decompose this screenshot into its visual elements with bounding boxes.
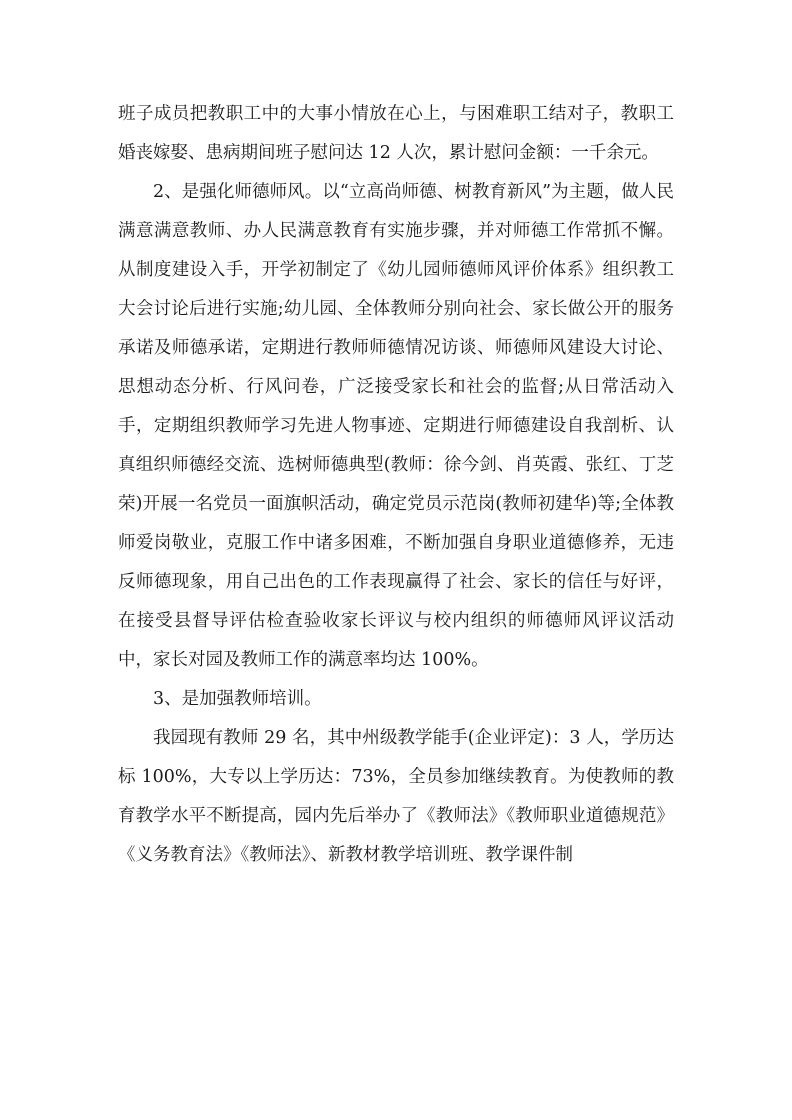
paragraph-teacher-stats: 我园现有教师 29 名，其中州级教学能手(企业评定)：3 人，学历达标 100%，大专以上学历达：73%，全员参加继续教育。为使教师的教育教学水平不断提高，园内先后举办了《教师法》《教师职业道德规范》《义务教育法》《教师法》、新教材教学培训班、教学课件制 bbox=[118, 728, 674, 865]
paragraph-training-heading: 3、是加强教师培训。 bbox=[153, 689, 322, 709]
document-page bbox=[118, 95, 674, 875]
paragraph-condolence: 班子成员把教职工中的大事小情放在心上，与困难职工结对子，教职工婚丧嫁娶、患病期间班子慰问达 12 人次，累计慰问金额：一千余元。 bbox=[118, 104, 674, 163]
paragraph-teacher-ethics: 2、是强化师德师风。以“立高尚师德、树教育新风”为主题，做人民满意满意教师、办人民满意教育有实施步骤，并对师德工作常抓不懈。从制度建设入手，开学初制定了《幼儿园师德师风评价体系》组织教工大会讨论后进行实施;幼儿园、全体教师分别向社会、家长做公开的服务承诺及师德承诺，定期进行教师师德情况访谈、师德师风建设大讨论、思想动态分析、行风问卷，广泛接受家长和社会的监督;从日常活动入手，定期组织教师学习先进人物事迹、定期进行师德建设自我剖析、认真组织师德经交流、选树师德典型(教师：徐今剑、肖英霞、张红、丁芝荣)开展一名党员一面旗帜活动，确定党员示范岗(教师初建华)等;全体教师爱岗敬业，克服工作中诸多困难，不断加强自身职业道德修养，无违反师德现象，用自己出色的工作表现赢得了社会、家长的信任与好评，在接受县督导评估检查验收家长评议与校内组织的师德师风评议活动中，家长对园及教师工作的满意率均达 100%。 bbox=[118, 182, 674, 670]
